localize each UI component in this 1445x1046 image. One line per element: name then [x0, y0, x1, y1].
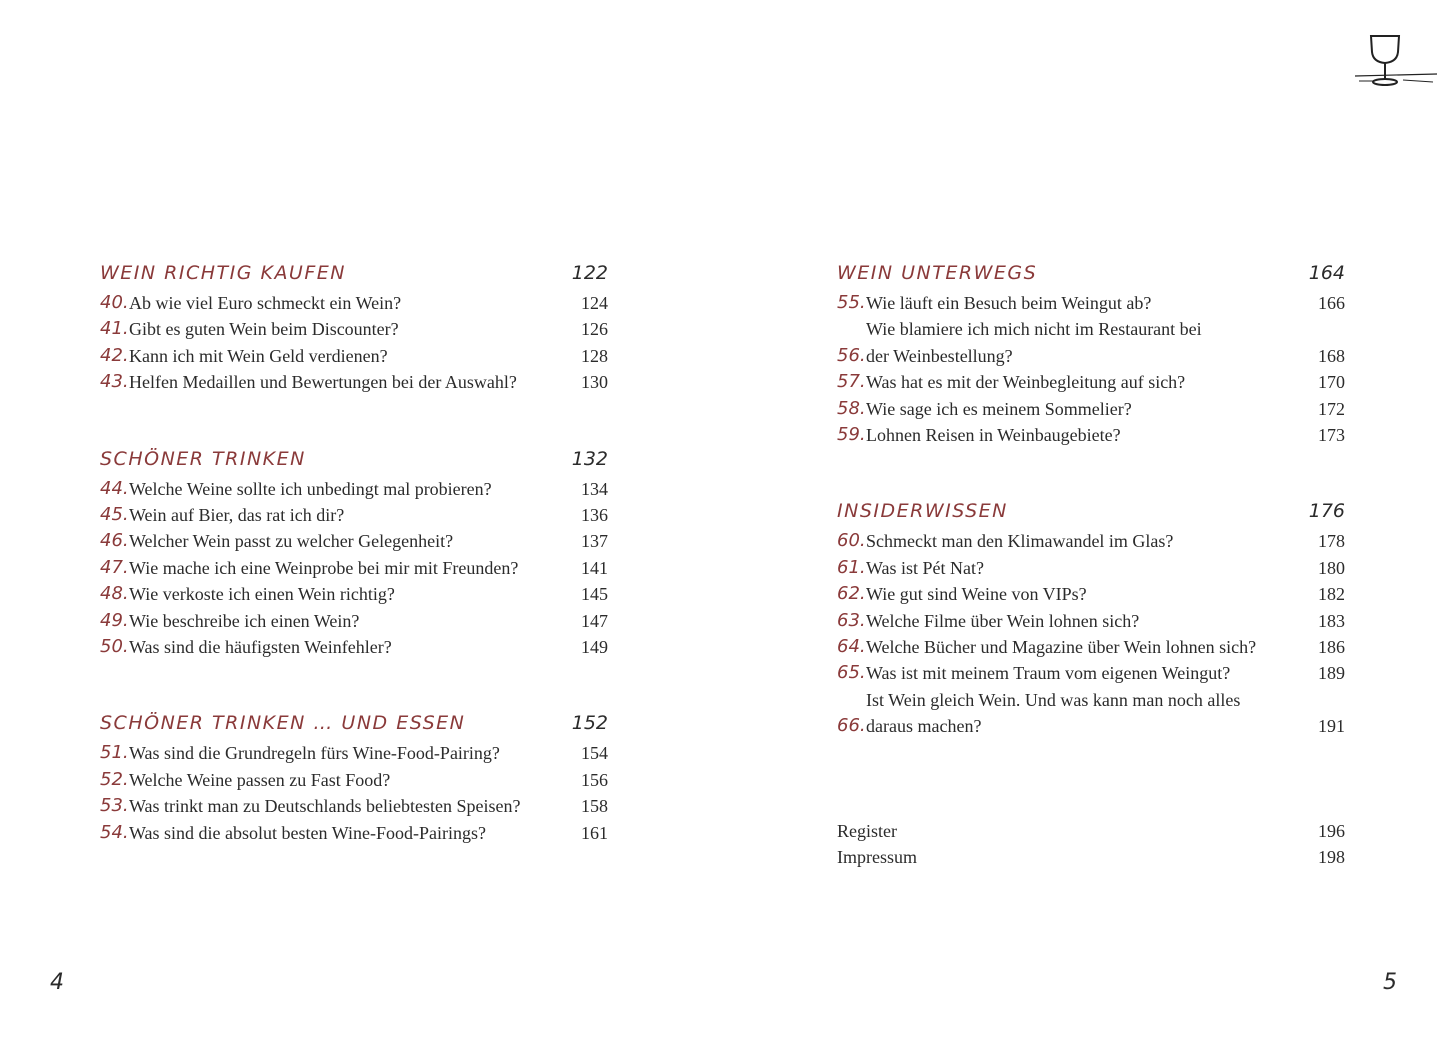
entry-page-number: 180 [1318, 557, 1345, 578]
toc-entry [100, 343, 608, 369]
question-number: 58. [837, 397, 866, 419]
question-text [866, 369, 1305, 395]
question-text [129, 740, 568, 766]
entry-page-number: 147 [581, 610, 608, 631]
question-line: Was ist mit meinem Traum vom eigenen Weingut? [866, 663, 1231, 684]
page-number-right: 5 [1383, 970, 1397, 995]
question-line: Welche Weine sollte ich unbedingt mal probieren? [129, 478, 492, 499]
question-text [866, 634, 1305, 660]
section-page-number: 132 [571, 447, 608, 470]
appendix-page-number: 196 [1318, 820, 1345, 841]
question-number: 66. [837, 715, 866, 737]
section-heading [837, 500, 1345, 528]
entry-page-number: 126 [581, 319, 608, 340]
question-text [129, 767, 568, 793]
entry-page-number: 182 [1318, 584, 1345, 605]
question-number: 56. [837, 344, 866, 366]
question-number: 47. [100, 556, 129, 578]
section-title: WEIN UNTERWEGS [837, 262, 1038, 284]
question-number: 51. [100, 742, 129, 764]
question-line: Wein auf Bier, das rat ich dir? [129, 505, 345, 526]
question-line: Kann ich mit Wein Geld verdienen? [129, 345, 388, 366]
toc-entry [100, 608, 608, 634]
entry-page-number: 191 [1318, 716, 1345, 737]
question-number: 40. [100, 292, 129, 313]
toc-entry [837, 369, 1345, 395]
question-line: Wie mache ich eine Weinprobe bei mir mit Freunden? [129, 557, 519, 578]
toc-entry [837, 396, 1345, 422]
section-page-number: 176 [1308, 500, 1345, 523]
question-text [866, 422, 1305, 448]
wine-glass-icon [1353, 30, 1439, 90]
toc-section [837, 500, 1345, 739]
entry-page-number: 156 [581, 769, 608, 790]
question-line: Ab wie viel Euro schmeckt ein Wein? [129, 293, 402, 313]
question-line: Wie sage ich es meinem Sommelier? [866, 398, 1132, 419]
entry-page-number: 141 [581, 557, 608, 578]
section-heading [100, 448, 608, 476]
appendix-page-number: 198 [1318, 847, 1345, 868]
entry-page-number: 137 [581, 531, 608, 552]
section-page-number: 122 [571, 262, 608, 284]
toc-entry [837, 290, 1345, 316]
question-line: daraus machen? [866, 716, 982, 737]
question-text [866, 687, 1305, 740]
toc-entry [837, 608, 1345, 634]
appendix-label: Impressum [837, 847, 917, 868]
entry-page-number: 124 [581, 293, 608, 313]
question-text [129, 820, 568, 846]
entry-page-number: 136 [581, 505, 608, 526]
question-line: Ist Wein gleich Wein. Und was kann man noch alles [866, 689, 1241, 710]
question-line: Wie verkoste ich einen Wein richtig? [129, 584, 395, 605]
question-number: 54. [100, 821, 129, 843]
question-number: 52. [100, 768, 129, 790]
entry-page-number: 172 [1318, 398, 1345, 419]
toc-entry [100, 476, 608, 502]
toc-section [837, 262, 1345, 448]
question-text [129, 608, 568, 634]
entry-page-number: 149 [581, 637, 608, 658]
section-title: WEIN RICHTIG KAUFEN [100, 262, 346, 284]
entry-page-number: 186 [1318, 637, 1345, 658]
question-number: 48. [100, 583, 129, 605]
question-line: Wie blamiere ich mich nicht im Restaurant bei [866, 319, 1202, 340]
question-number: 61. [837, 556, 866, 578]
question-line: Welche Bücher und Magazine über Wein lohnen sich? [866, 637, 1257, 658]
question-text [129, 634, 568, 660]
toc-entry [100, 369, 608, 395]
question-number: 49. [100, 609, 129, 631]
question-number: 44. [100, 477, 129, 499]
question-line: Was sind die absolut besten Wine-Food-Pairings? [129, 822, 486, 843]
toc-entry [100, 555, 608, 581]
appendix-entry [837, 818, 1345, 844]
toc-entry [100, 581, 608, 607]
appendix-entry [837, 844, 1345, 870]
entry-page-number: 189 [1318, 663, 1345, 684]
toc-entry [837, 528, 1345, 554]
appendix-label: Register [837, 820, 897, 841]
question-text [129, 343, 568, 369]
question-number: 59. [837, 424, 866, 446]
question-number: 63. [837, 609, 866, 631]
page-number-left: 4 [50, 970, 64, 995]
question-number: 62. [837, 583, 866, 605]
toc-entry [100, 502, 608, 528]
toc-entry [100, 634, 608, 660]
question-line: Was hat es mit der Weinbegleitung auf sich? [866, 372, 1186, 393]
entry-page-number: 168 [1318, 345, 1345, 366]
question-line: Welche Filme über Wein lohnen sich? [866, 610, 1140, 631]
question-line: der Weinbestellung? [866, 345, 1013, 366]
section-title: SCHÖNER TRINKEN … UND ESSEN [100, 712, 466, 735]
toc-entry [100, 793, 608, 819]
question-line: Schmeckt man den Klimawandel im Glas? [866, 531, 1174, 552]
question-line: Welche Weine passen zu Fast Food? [129, 769, 391, 790]
entry-page-number: 134 [581, 478, 608, 499]
toc-entry [837, 581, 1345, 607]
question-text [129, 369, 568, 395]
section-heading [100, 262, 608, 290]
question-text [129, 502, 568, 528]
question-text [866, 290, 1305, 316]
question-line: Wie läuft ein Besuch beim Weingut ab? [866, 293, 1152, 313]
question-line: Was sind die Grundregeln fürs Wine-Food-Pairing? [129, 743, 500, 764]
entry-page-number: 145 [581, 584, 608, 605]
entry-page-number: 128 [581, 345, 608, 366]
toc-entry [100, 528, 608, 554]
question-text [866, 396, 1305, 422]
toc-entry [100, 767, 608, 793]
question-text [129, 555, 568, 581]
entry-page-number: 166 [1318, 293, 1345, 313]
question-text [866, 608, 1305, 634]
toc-entry [837, 687, 1345, 740]
toc-left-column [100, 262, 608, 898]
toc-entry [837, 422, 1345, 448]
question-number: 43. [100, 371, 129, 393]
entry-page-number: 158 [581, 796, 608, 817]
section-title: INSIDERWISSEN [837, 500, 1008, 523]
question-number: 64. [837, 636, 866, 658]
toc-entry [100, 316, 608, 342]
entry-page-number: 154 [581, 743, 608, 764]
question-line: Wie beschreibe ich einen Wein? [129, 610, 360, 631]
question-text [129, 476, 568, 502]
question-number: 53. [100, 795, 129, 817]
question-text [866, 528, 1305, 554]
question-number: 42. [100, 344, 129, 366]
question-line: Was sind die häufigsten Weinfehler? [129, 637, 392, 658]
toc-entry [837, 660, 1345, 686]
question-text [129, 316, 568, 342]
question-text [866, 316, 1305, 369]
question-text [129, 290, 568, 316]
toc-section [100, 262, 608, 396]
question-text [866, 660, 1305, 686]
toc-section [100, 448, 608, 661]
entry-page-number: 183 [1318, 610, 1345, 631]
question-text [866, 555, 1305, 581]
question-text [866, 581, 1305, 607]
question-line: Welcher Wein passt zu welcher Gelegenheit? [129, 531, 454, 552]
section-page-number: 152 [571, 712, 608, 735]
question-number: 41. [100, 318, 129, 340]
question-text [129, 528, 568, 554]
question-line: Gibt es guten Wein beim Discounter? [129, 319, 399, 340]
toc-entry [837, 634, 1345, 660]
question-text [129, 793, 568, 819]
toc-section [100, 712, 608, 846]
toc-entry [837, 555, 1345, 581]
question-line: Helfen Medaillen und Bewertungen bei der Auswahl? [129, 372, 517, 393]
question-line: Was trinkt man zu Deutschlands beliebtesten Speisen? [129, 796, 521, 817]
entry-page-number: 178 [1318, 531, 1345, 552]
question-number: 50. [100, 636, 129, 658]
entry-page-number: 173 [1318, 425, 1345, 446]
question-number: 65. [837, 662, 866, 684]
toc-entry [100, 740, 608, 766]
question-number: 45. [100, 504, 129, 526]
appendix-section [837, 818, 1345, 871]
entry-page-number: 170 [1318, 372, 1345, 393]
entry-page-number: 161 [581, 822, 608, 843]
toc-entry [837, 316, 1345, 369]
section-title: SCHÖNER TRINKEN [100, 447, 306, 470]
toc-entry [100, 290, 608, 316]
section-heading [837, 262, 1345, 290]
question-text [129, 581, 568, 607]
question-line: Wie gut sind Weine von VIPs? [866, 584, 1087, 605]
toc-right-column [837, 262, 1345, 923]
question-number: 60. [837, 530, 866, 552]
question-line: Lohnen Reisen in Weinbaugebiete? [866, 425, 1121, 446]
section-heading [100, 712, 608, 740]
spacer [837, 792, 1345, 818]
entry-page-number: 130 [581, 372, 608, 393]
section-page-number: 164 [1308, 262, 1345, 284]
toc-entry [100, 820, 608, 846]
question-number: 55. [837, 292, 866, 313]
question-number: 46. [100, 530, 129, 552]
question-line: Was ist Pét Nat? [866, 557, 985, 578]
question-number: 57. [837, 371, 866, 393]
